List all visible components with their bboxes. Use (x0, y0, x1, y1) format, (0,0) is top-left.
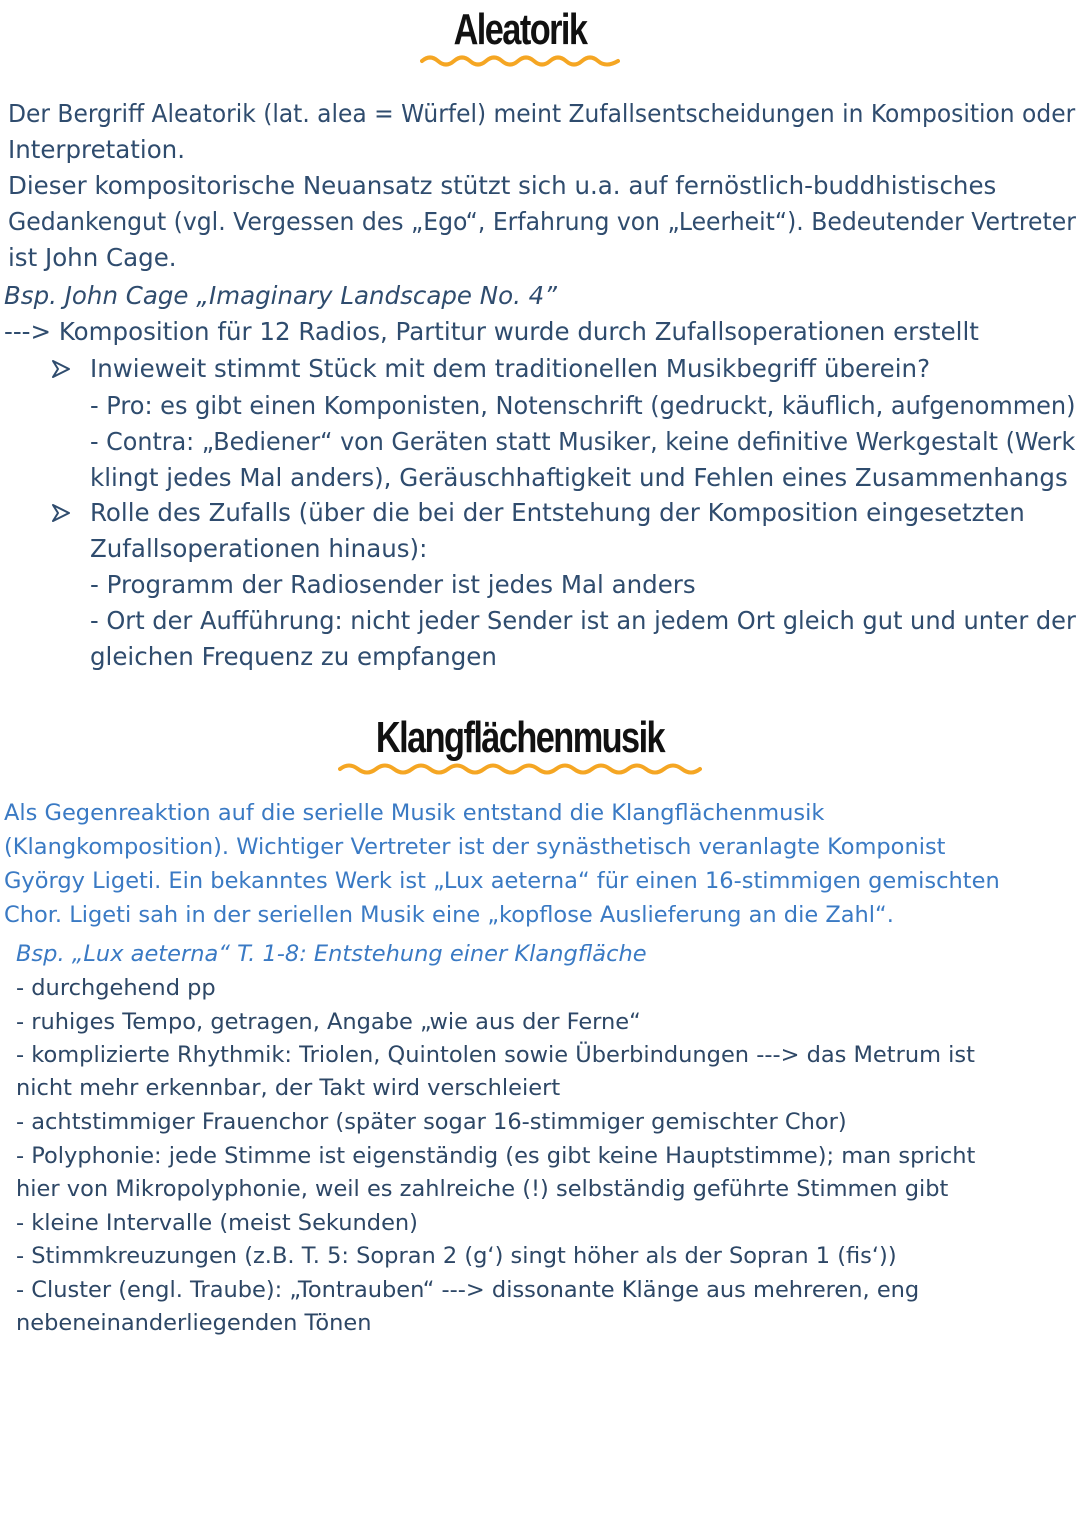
list-item: - durchgehend pp (16, 975, 216, 1001)
list-item: - kleine Intervalle (meist Sekunden) (16, 1210, 418, 1236)
sub-item: - Ort der Aufführung: nicht jeder Sender ist an jedem Ort gleich gut und unter der (90, 606, 1076, 635)
section-heading-aleatorik (380, 5, 660, 68)
sub-item: - Pro: es gibt einen Komponisten, Notenschrift (gedruckt, käuflich, aufgenommen) (90, 391, 1076, 420)
list-item-continued: hier von Mikropolyphonie, weil es zahlreiche (!) selbständig geführte Stimmen gibt (16, 1176, 949, 1202)
list-item: - Stimmkreuzungen (z.B. T. 5: Sopran 2 (g‘) singt höher als der Sopran 1 (fis‘)) (16, 1243, 897, 1269)
list-item: - komplizierte Rhythmik: Triolen, Quintolen sowie Überbindungen ---> das Metrum ist (16, 1042, 975, 1068)
text-line: ist John Cage. (8, 243, 177, 272)
list-item-continued: nicht mehr erkennbar, der Takt wird verschleiert (16, 1075, 561, 1101)
sub-item-continued: klingt jedes Mal anders), Geräuschhaftigkeit und Fehlen eines Zusammenhangs (90, 463, 1068, 492)
list-item: - achtstimmiger Frauenchor (später sogar 16-stimmiger gemischter Chor) (16, 1109, 847, 1135)
list-item: - Polyphonie: jede Stimme ist eigenständig (es gibt keine Hauptstimme); man spricht (16, 1143, 976, 1169)
arrow-bullet-icon (50, 502, 72, 524)
example-line: Bsp. „Lux aeterna“ T. 1-8: Entstehung einer Klangfläche (16, 941, 647, 967)
text-line: Dieser kompositorische Neuansatz stützt sich u.a. auf fernöstlich-buddhistisches (8, 171, 997, 200)
section-heading-klangflaechenmusik (330, 713, 710, 776)
bullet-item: Inwieweit stimmt Stück mit dem traditionellen Musikbegriff überein? (90, 354, 931, 383)
sub-item: - Contra: „Bediener“ von Geräten statt Musiker, keine definitive Werkgestalt (Werk (90, 427, 1076, 456)
heading-text: Aleatorik (453, 5, 587, 54)
list-item: - Cluster (engl. Traube): „Tontrauben“ ---> dissonante Klänge aus mehreren, eng (16, 1277, 920, 1303)
text-line: Als Gegenreaktion auf die serielle Musik entstand die Klangflächenmusik (4, 800, 825, 826)
bullet-item: Rolle des Zufalls (über die bei der Entstehung der Komposition eingesetzten (90, 498, 1025, 527)
squiggle-underline-icon (420, 52, 620, 68)
text-line: Gedankengut (vgl. Vergessen des „Ego“, Erfahrung von „Leerheit“). Bedeutender Vertreter (8, 207, 1076, 236)
heading-text: Klangflächenmusik (375, 713, 665, 762)
list-item-continued: nebeneinanderliegenden Tönen (16, 1310, 372, 1336)
list-item: - ruhiges Tempo, getragen, Angabe „wie aus der Ferne“ (16, 1009, 641, 1035)
text-line: Chor. Ligeti sah in der seriellen Musik eine „kopflose Auslieferung an die Zahl“. (4, 902, 894, 928)
arrow-bullet-icon (50, 358, 72, 380)
text-line: ---> Komposition für 12 Radios, Partitur wurde durch Zufallsoperationen erstellt (4, 317, 979, 346)
example-line: Bsp. John Cage „Imaginary Landscape No. 4” (4, 281, 557, 310)
squiggle-underline-icon (338, 760, 702, 776)
text-line: Interpretation. (8, 135, 186, 164)
text-line: Der Bergriff Aleatorik (lat. alea = Würfel) meint Zufallsentscheidungen in Komposition oder (8, 99, 1076, 128)
text-line: (Klangkomposition). Wichtiger Vertreter ist der synästhetisch veranlagte Komponist (4, 834, 946, 860)
text-line: György Ligeti. Ein bekanntes Werk ist „Lux aeterna“ für einen 16-stimmigen gemischten (4, 868, 1000, 894)
sub-item-continued: gleichen Frequenz zu empfangen (90, 642, 497, 671)
sub-item: - Programm der Radiosender ist jedes Mal anders (90, 570, 696, 599)
bullet-item-continued: Zufallsoperationen hinaus): (90, 534, 428, 563)
